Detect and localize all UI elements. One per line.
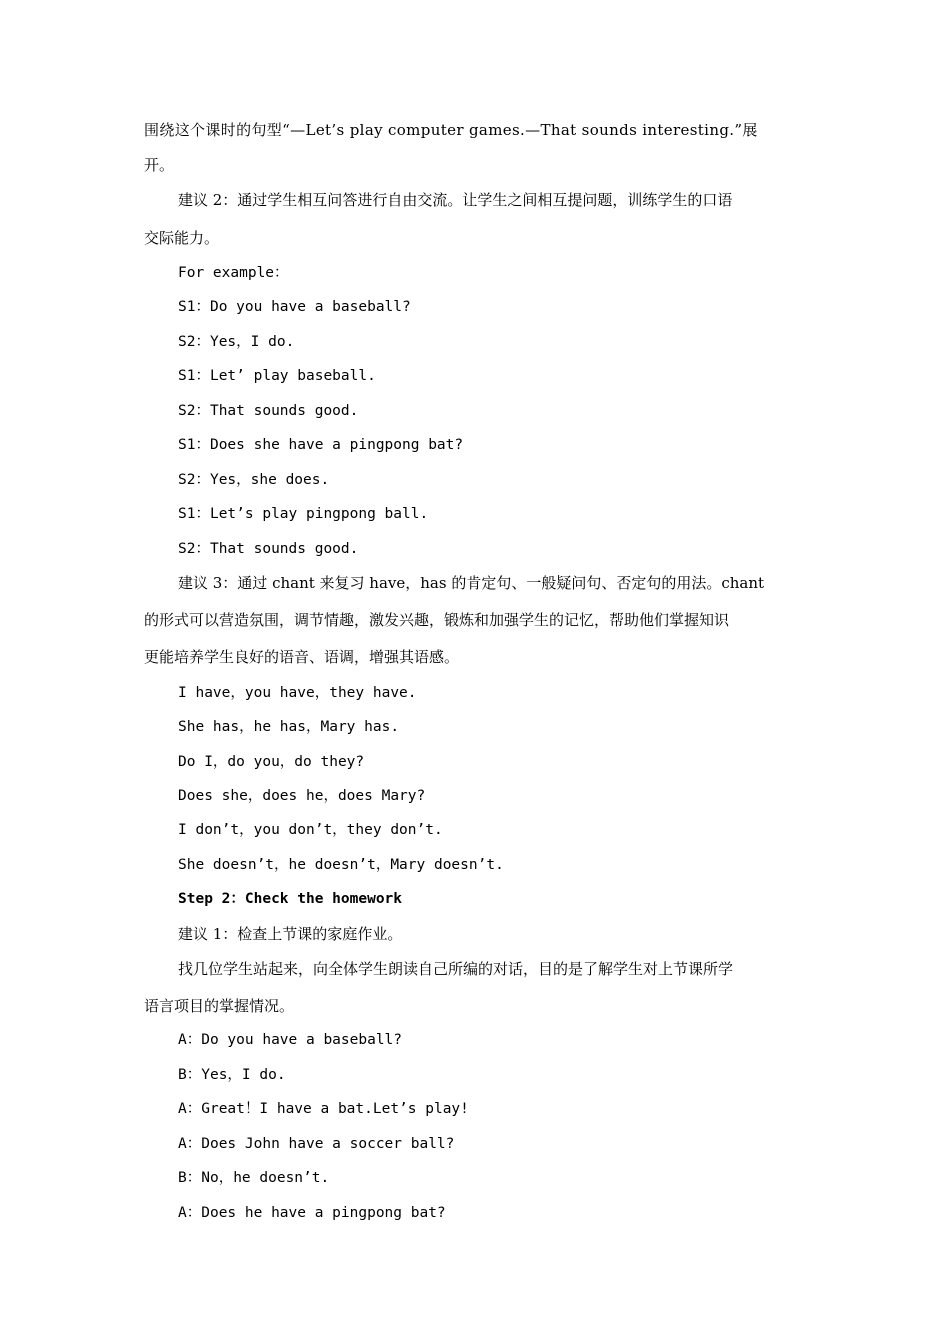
suggestion-3-line-1: 建议 3：通过 chant 来复习 have，has 的肯定句、一般疑问句、否定句的用法。chant: [178, 574, 765, 592]
suggestion-3-line-2: 的形式可以营造氛围，调节情趣，激发兴趣，锻炼和加强学生的记忆，帮助他们掌握知识: [144, 611, 730, 629]
dialogue-line: S2：Yes，I do.: [178, 334, 295, 350]
suggestion-2-line-1: 建议 2：通过学生相互问答进行自由交流。让学生之间相互提问题，训练学生的口语: [178, 191, 733, 209]
chant-line: I have，you have，they have.: [178, 685, 417, 701]
suggestion-3-line-3: 更能培养学生良好的语音、语调，增强其语感。: [144, 648, 460, 666]
homework-dialogue-line: A：Do you have a baseball?: [178, 1032, 403, 1048]
chant-line: Does she，does he，does Mary?: [178, 788, 426, 804]
paragraph-intro-line-1: 围绕这个课时的句型“—Let’s play computer games.—That sounds interesting.”展: [144, 121, 758, 139]
homework-dialogue-line: B：Yes，I do.: [178, 1067, 286, 1083]
homework-dialogue-line: A：Great！I have a bat.Let’s play!: [178, 1101, 469, 1117]
chant-line: She doesn’t，he doesn’t，Mary doesn’t.: [178, 857, 504, 873]
suggestion-2-line-2: 交际能力。: [144, 229, 220, 247]
section-heading-step-2: Step 2：Check the homework: [178, 891, 403, 907]
homework-dialogue-line: A：Does he have a pingpong bat?: [178, 1205, 446, 1221]
dialogue-line: S1：Let’ play baseball.: [178, 368, 376, 384]
dialogue-line: S2：That sounds good.: [178, 541, 359, 557]
dialogue-line: S1：Do you have a baseball?: [178, 299, 411, 315]
instruction-line-2: 语言项目的掌握情况。: [144, 997, 295, 1015]
homework-dialogue-line: A：Does John have a soccer ball?: [178, 1136, 455, 1152]
chant-line: I don’t，you don’t，they don’t.: [178, 822, 443, 838]
paragraph-intro-line-2: 开。: [144, 156, 175, 174]
example-label: For example：: [178, 265, 289, 281]
instruction-line-1: 找几位学生站起来，向全体学生朗读自己所编的对话，目的是了解学生对上节课所学: [178, 960, 734, 978]
dialogue-line: S2：That sounds good.: [178, 403, 359, 419]
dialogue-line: S1：Let’s play pingpong ball.: [178, 506, 429, 522]
dialogue-line: S2：Yes，she does.: [178, 472, 330, 488]
homework-dialogue-line: B：No，he doesn’t.: [178, 1170, 330, 1186]
suggestion-1: 建议 1：检查上节课的家庭作业。: [178, 925, 403, 943]
chant-line: Do I，do you，do they?: [178, 754, 365, 770]
dialogue-line: S1：Does she have a pingpong bat?: [178, 437, 464, 453]
chant-line: She has，he has，Mary has.: [178, 719, 400, 735]
